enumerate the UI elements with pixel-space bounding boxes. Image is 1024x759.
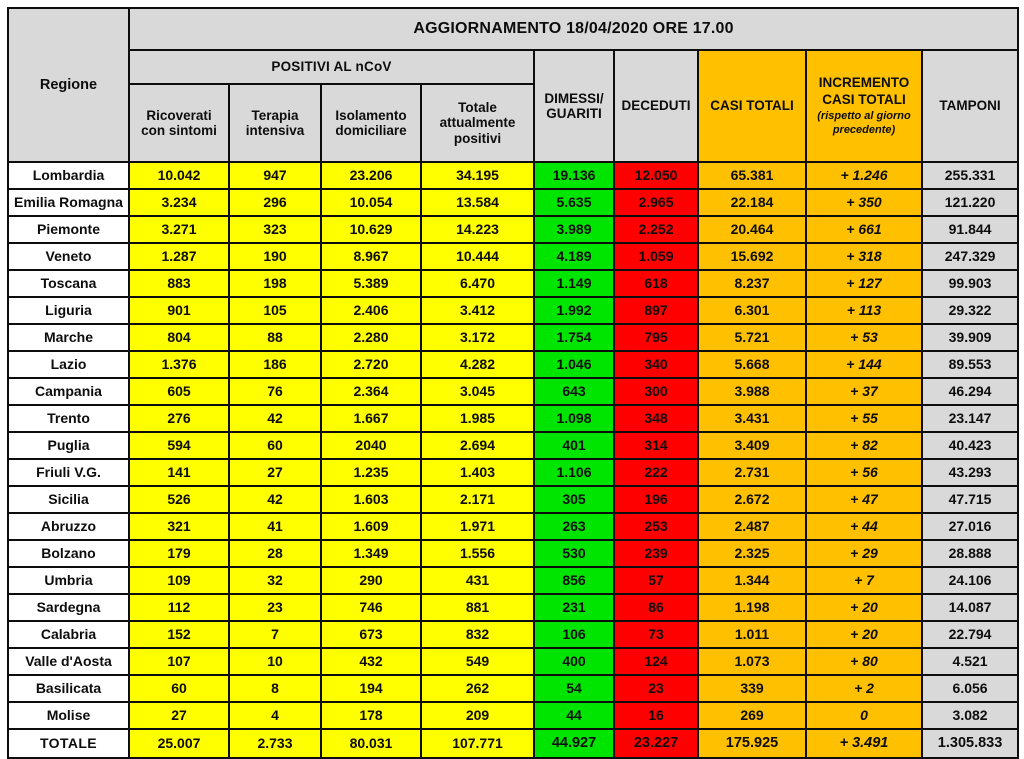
cell-incremento-casi-totali: + 29: [806, 540, 922, 567]
cell-incremento-casi-totali: 0: [806, 702, 922, 729]
header-incremento-note-line1: (rispetto al giorno: [817, 109, 911, 122]
cell-casi-totali: 1.073: [698, 648, 806, 675]
header-isolamento-line1: Isolamento: [335, 107, 407, 123]
cell-regione: Sardegna: [8, 594, 129, 621]
cell-ricoverati-con-sintomi: 901: [129, 297, 229, 324]
cell-incremento-casi-totali: + 127: [806, 270, 922, 297]
cell-regione: Campania: [8, 378, 129, 405]
cell-incremento-casi-totali: + 47: [806, 486, 922, 513]
header-deceduti: DECEDUTI: [614, 50, 698, 162]
cell-dimessi-guariti: 1.106: [534, 459, 614, 486]
cell-regione: Sicilia: [8, 486, 129, 513]
cell-ricoverati-con-sintomi: 526: [129, 486, 229, 513]
table-row: [8, 405, 1018, 432]
cell-terapia-intensiva: 28: [229, 540, 321, 567]
cell-casi-totali: 339: [698, 675, 806, 702]
table-row: [8, 621, 1018, 648]
cell-isolamento-domiciliare: 23.206: [321, 162, 421, 189]
table-row: [8, 243, 1018, 270]
cell-totale-attualmente-positivi: 3.172: [421, 324, 534, 351]
cell-isolamento-domiciliare: 178: [321, 702, 421, 729]
cell-deceduti: 12.050: [614, 162, 698, 189]
cell-casi-totali: 5.721: [698, 324, 806, 351]
cell-regione: Puglia: [8, 432, 129, 459]
cell-ricoverati-con-sintomi: 321: [129, 513, 229, 540]
cell-tamponi: 46.294: [922, 378, 1018, 405]
header-dimessi-line1: DIMESSI/: [544, 90, 604, 106]
cell-regione: Lazio: [8, 351, 129, 378]
header-dimessi-guariti: [534, 50, 614, 162]
cell-regione: Valle d'Aosta: [8, 648, 129, 675]
cell-totale-attualmente-positivi: 3.045: [421, 378, 534, 405]
cell-totale-attualmente-positivi: 10.444: [421, 243, 534, 270]
cell-ricoverati-con-sintomi: 1.287: [129, 243, 229, 270]
cell-totale-attualmente-positivi: 6.470: [421, 270, 534, 297]
cell-incremento-casi-totali: + 53: [806, 324, 922, 351]
table-row-total: [8, 729, 1018, 758]
cell-ricoverati-con-sintomi: 276: [129, 405, 229, 432]
cell-casi-totali: 2.731: [698, 459, 806, 486]
table-row: [8, 540, 1018, 567]
table-row: [8, 351, 1018, 378]
cell-terapia-intensiva: 88: [229, 324, 321, 351]
header-terapia-line1: Terapia: [251, 107, 299, 123]
table-row: [8, 459, 1018, 486]
cell-ricoverati-con-sintomi: 883: [129, 270, 229, 297]
cell-deceduti: 340: [614, 351, 698, 378]
cell-deceduti: 348: [614, 405, 698, 432]
cell-deceduti: 86: [614, 594, 698, 621]
header-regione: Regione: [8, 8, 129, 162]
cell-casi-totali: 22.184: [698, 189, 806, 216]
cell-ricoverati-con-sintomi: 141: [129, 459, 229, 486]
cell-tamponi: 40.423: [922, 432, 1018, 459]
cell-tamponi: 27.016: [922, 513, 1018, 540]
cell-isolamento-domiciliare: 1.609: [321, 513, 421, 540]
cell-isolamento-domiciliare: 432: [321, 648, 421, 675]
cell-terapia-intensiva: 186: [229, 351, 321, 378]
cell-regione: Molise: [8, 702, 129, 729]
cell-isolamento-domiciliare: 80.031: [321, 729, 421, 758]
table-row: [8, 513, 1018, 540]
header-totpos-line1: Totale: [458, 100, 497, 116]
cell-casi-totali: 2.672: [698, 486, 806, 513]
cell-tamponi: 28.888: [922, 540, 1018, 567]
cell-isolamento-domiciliare: 194: [321, 675, 421, 702]
cell-incremento-casi-totali: + 1.246: [806, 162, 922, 189]
cell-terapia-intensiva: 10: [229, 648, 321, 675]
cell-dimessi-guariti: 1.046: [534, 351, 614, 378]
cell-dimessi-guariti: 44.927: [534, 729, 614, 758]
header-group-positivi: POSITIVI AL nCoV: [129, 50, 534, 84]
header-row-group: [8, 50, 1018, 84]
cell-isolamento-domiciliare: 2.720: [321, 351, 421, 378]
cell-tamponi: 24.106: [922, 567, 1018, 594]
cell-totale-attualmente-positivi: 2.694: [421, 432, 534, 459]
cell-casi-totali: 6.301: [698, 297, 806, 324]
cell-regione: Bolzano: [8, 540, 129, 567]
cell-tamponi: 3.082: [922, 702, 1018, 729]
cell-incremento-casi-totali: + 20: [806, 621, 922, 648]
cell-dimessi-guariti: 1.754: [534, 324, 614, 351]
cell-totale-attualmente-positivi: 832: [421, 621, 534, 648]
spreadsheet-canvas: [0, 7, 1024, 752]
cell-dimessi-guariti: 1.098: [534, 405, 614, 432]
cell-tamponi: 4.521: [922, 648, 1018, 675]
cell-regione: Trento: [8, 405, 129, 432]
cell-incremento-casi-totali: + 44: [806, 513, 922, 540]
cell-ricoverati-con-sintomi: 594: [129, 432, 229, 459]
cell-deceduti: 196: [614, 486, 698, 513]
cell-ricoverati-con-sintomi: 152: [129, 621, 229, 648]
cell-totale-attualmente-positivi: 107.771: [421, 729, 534, 758]
cell-tamponi: 91.844: [922, 216, 1018, 243]
cell-totale-attualmente-positivi: 14.223: [421, 216, 534, 243]
cell-regione: TOTALE: [8, 729, 129, 758]
cell-ricoverati-con-sintomi: 1.376: [129, 351, 229, 378]
cell-isolamento-domiciliare: 1.603: [321, 486, 421, 513]
cell-tamponi: 47.715: [922, 486, 1018, 513]
cell-ricoverati-con-sintomi: 804: [129, 324, 229, 351]
cell-deceduti: 300: [614, 378, 698, 405]
cell-totale-attualmente-positivi: 1.556: [421, 540, 534, 567]
cell-terapia-intensiva: 42: [229, 486, 321, 513]
table-row: [8, 189, 1018, 216]
table-row: [8, 324, 1018, 351]
cell-regione: Veneto: [8, 243, 129, 270]
cell-terapia-intensiva: 2.733: [229, 729, 321, 758]
cell-isolamento-domiciliare: 290: [321, 567, 421, 594]
cell-totale-attualmente-positivi: 262: [421, 675, 534, 702]
cell-dimessi-guariti: 1.992: [534, 297, 614, 324]
header-isolamento-domiciliare: [321, 84, 421, 162]
cell-regione: Umbria: [8, 567, 129, 594]
header-incremento-casi-totali: [806, 50, 922, 162]
cell-dimessi-guariti: 19.136: [534, 162, 614, 189]
cell-terapia-intensiva: 8: [229, 675, 321, 702]
cell-totale-attualmente-positivi: 4.282: [421, 351, 534, 378]
cell-totale-attualmente-positivi: 34.195: [421, 162, 534, 189]
cell-incremento-casi-totali: + 82: [806, 432, 922, 459]
cell-casi-totali: 3.988: [698, 378, 806, 405]
cell-terapia-intensiva: 296: [229, 189, 321, 216]
cell-terapia-intensiva: 42: [229, 405, 321, 432]
cell-dimessi-guariti: 106: [534, 621, 614, 648]
cell-dimessi-guariti: 263: [534, 513, 614, 540]
cell-regione: Calabria: [8, 621, 129, 648]
cell-regione: Basilicata: [8, 675, 129, 702]
cell-ricoverati-con-sintomi: 3.234: [129, 189, 229, 216]
cell-incremento-casi-totali: + 350: [806, 189, 922, 216]
cell-terapia-intensiva: 4: [229, 702, 321, 729]
cell-casi-totali: 20.464: [698, 216, 806, 243]
cell-dimessi-guariti: 400: [534, 648, 614, 675]
header-ricoverati-line1: Ricoverati: [146, 107, 212, 123]
table-row: [8, 432, 1018, 459]
cell-isolamento-domiciliare: 673: [321, 621, 421, 648]
cell-deceduti: 2.252: [614, 216, 698, 243]
cell-terapia-intensiva: 947: [229, 162, 321, 189]
cell-tamponi: 22.794: [922, 621, 1018, 648]
cell-ricoverati-con-sintomi: 3.271: [129, 216, 229, 243]
cell-casi-totali: 175.925: [698, 729, 806, 758]
cell-terapia-intensiva: 198: [229, 270, 321, 297]
page-title: AGGIORNAMENTO 18/04/2020 ORE 17.00: [129, 8, 1018, 50]
cell-deceduti: 57: [614, 567, 698, 594]
table-row: [8, 594, 1018, 621]
cell-dimessi-guariti: 530: [534, 540, 614, 567]
cell-ricoverati-con-sintomi: 25.007: [129, 729, 229, 758]
cell-terapia-intensiva: 32: [229, 567, 321, 594]
header-totpos-line3: positivi: [453, 130, 502, 146]
cell-deceduti: 16: [614, 702, 698, 729]
cell-deceduti: 2.965: [614, 189, 698, 216]
cell-totale-attualmente-positivi: 1.403: [421, 459, 534, 486]
cell-dimessi-guariti: 54: [534, 675, 614, 702]
table-row: [8, 270, 1018, 297]
cell-dimessi-guariti: 4.189: [534, 243, 614, 270]
header-casi-totali: CASI TOTALI: [698, 50, 806, 162]
cell-casi-totali: 2.487: [698, 513, 806, 540]
table-row: [8, 702, 1018, 729]
cell-incremento-casi-totali: + 7: [806, 567, 922, 594]
cell-isolamento-domiciliare: 2.406: [321, 297, 421, 324]
cell-regione: Marche: [8, 324, 129, 351]
cell-dimessi-guariti: 3.989: [534, 216, 614, 243]
cell-terapia-intensiva: 23: [229, 594, 321, 621]
cell-dimessi-guariti: 856: [534, 567, 614, 594]
cell-tamponi: 89.553: [922, 351, 1018, 378]
cell-ricoverati-con-sintomi: 27: [129, 702, 229, 729]
cell-dimessi-guariti: 231: [534, 594, 614, 621]
cell-totale-attualmente-positivi: 2.171: [421, 486, 534, 513]
cell-terapia-intensiva: 60: [229, 432, 321, 459]
cell-terapia-intensiva: 41: [229, 513, 321, 540]
cell-regione: Toscana: [8, 270, 129, 297]
header-totale-attualmente-positivi: [421, 84, 534, 162]
table-row: [8, 378, 1018, 405]
table-row: [8, 162, 1018, 189]
cell-tamponi: 43.293: [922, 459, 1018, 486]
cell-ricoverati-con-sintomi: 60: [129, 675, 229, 702]
cell-casi-totali: 3.409: [698, 432, 806, 459]
cell-regione: Friuli V.G.: [8, 459, 129, 486]
header-ricoverati-con-sintomi: [129, 84, 229, 162]
cell-incremento-casi-totali: + 56: [806, 459, 922, 486]
cell-dimessi-guariti: 44: [534, 702, 614, 729]
cell-casi-totali: 8.237: [698, 270, 806, 297]
cell-isolamento-domiciliare: 10.629: [321, 216, 421, 243]
cell-casi-totali: 269: [698, 702, 806, 729]
cell-isolamento-domiciliare: 746: [321, 594, 421, 621]
cell-totale-attualmente-positivi: 13.584: [421, 189, 534, 216]
cell-tamponi: 29.322: [922, 297, 1018, 324]
cell-terapia-intensiva: 105: [229, 297, 321, 324]
table-row: [8, 648, 1018, 675]
header-totpos-line2: attualmente: [439, 115, 516, 131]
header-ricoverati-line2: con sintomi: [141, 123, 217, 138]
cell-deceduti: 795: [614, 324, 698, 351]
cell-casi-totali: 3.431: [698, 405, 806, 432]
header-isolamento-line2: domiciliare: [335, 123, 407, 138]
cell-totale-attualmente-positivi: 549: [421, 648, 534, 675]
cell-regione: Liguria: [8, 297, 129, 324]
cell-incremento-casi-totali: + 3.491: [806, 729, 922, 758]
cell-terapia-intensiva: 76: [229, 378, 321, 405]
cell-isolamento-domiciliare: 2040: [321, 432, 421, 459]
cell-tamponi: 99.903: [922, 270, 1018, 297]
cell-casi-totali: 1.198: [698, 594, 806, 621]
cell-isolamento-domiciliare: 10.054: [321, 189, 421, 216]
cell-totale-attualmente-positivi: 431: [421, 567, 534, 594]
cell-totale-attualmente-positivi: 3.412: [421, 297, 534, 324]
table-row: [8, 216, 1018, 243]
cell-isolamento-domiciliare: 8.967: [321, 243, 421, 270]
cell-deceduti: 897: [614, 297, 698, 324]
cell-tamponi: 121.220: [922, 189, 1018, 216]
cell-dimessi-guariti: 643: [534, 378, 614, 405]
cell-tamponi: 14.087: [922, 594, 1018, 621]
cell-tamponi: 247.329: [922, 243, 1018, 270]
cell-incremento-casi-totali: + 80: [806, 648, 922, 675]
cell-deceduti: 23.227: [614, 729, 698, 758]
cell-isolamento-domiciliare: 2.364: [321, 378, 421, 405]
cell-incremento-casi-totali: + 113: [806, 297, 922, 324]
cell-isolamento-domiciliare: 1.349: [321, 540, 421, 567]
header-terapia-intensiva: [229, 84, 321, 162]
cell-casi-totali: 65.381: [698, 162, 806, 189]
cell-isolamento-domiciliare: 1.667: [321, 405, 421, 432]
table-row: [8, 675, 1018, 702]
cell-regione: Lombardia: [8, 162, 129, 189]
cell-ricoverati-con-sintomi: 179: [129, 540, 229, 567]
cell-casi-totali: 5.668: [698, 351, 806, 378]
cell-deceduti: 73: [614, 621, 698, 648]
cell-casi-totali: 2.325: [698, 540, 806, 567]
table-body: [8, 162, 1018, 758]
cell-incremento-casi-totali: + 2: [806, 675, 922, 702]
cell-ricoverati-con-sintomi: 112: [129, 594, 229, 621]
cell-deceduti: 124: [614, 648, 698, 675]
cell-incremento-casi-totali: + 37: [806, 378, 922, 405]
cell-ricoverati-con-sintomi: 107: [129, 648, 229, 675]
header-terapia-line2: intensiva: [245, 123, 305, 138]
header-dimessi-line2: GUARITI: [546, 106, 602, 121]
cell-tamponi: 23.147: [922, 405, 1018, 432]
covid-regional-table: [7, 7, 1019, 759]
header-incremento-line1: INCREMENTO: [818, 74, 910, 90]
cell-dimessi-guariti: 305: [534, 486, 614, 513]
cell-terapia-intensiva: 7: [229, 621, 321, 648]
cell-totale-attualmente-positivi: 1.971: [421, 513, 534, 540]
cell-isolamento-domiciliare: 1.235: [321, 459, 421, 486]
cell-dimessi-guariti: 5.635: [534, 189, 614, 216]
cell-regione: Piemonte: [8, 216, 129, 243]
cell-casi-totali: 1.011: [698, 621, 806, 648]
cell-dimessi-guariti: 401: [534, 432, 614, 459]
cell-isolamento-domiciliare: 2.280: [321, 324, 421, 351]
cell-deceduti: 23: [614, 675, 698, 702]
cell-casi-totali: 1.344: [698, 567, 806, 594]
table-header: [8, 8, 1018, 162]
cell-regione: Emilia Romagna: [8, 189, 129, 216]
cell-deceduti: 1.059: [614, 243, 698, 270]
cell-ricoverati-con-sintomi: 10.042: [129, 162, 229, 189]
cell-ricoverati-con-sintomi: 109: [129, 567, 229, 594]
cell-ricoverati-con-sintomi: 605: [129, 378, 229, 405]
cell-incremento-casi-totali: + 144: [806, 351, 922, 378]
cell-regione: Abruzzo: [8, 513, 129, 540]
cell-tamponi: 39.909: [922, 324, 1018, 351]
table-row: [8, 567, 1018, 594]
cell-totale-attualmente-positivi: 881: [421, 594, 534, 621]
cell-totale-attualmente-positivi: 1.985: [421, 405, 534, 432]
cell-incremento-casi-totali: + 20: [806, 594, 922, 621]
cell-dimessi-guariti: 1.149: [534, 270, 614, 297]
cell-terapia-intensiva: 27: [229, 459, 321, 486]
cell-incremento-casi-totali: + 318: [806, 243, 922, 270]
header-tamponi: TAMPONI: [922, 50, 1018, 162]
cell-totale-attualmente-positivi: 209: [421, 702, 534, 729]
cell-deceduti: 253: [614, 513, 698, 540]
cell-deceduti: 618: [614, 270, 698, 297]
cell-isolamento-domiciliare: 5.389: [321, 270, 421, 297]
cell-incremento-casi-totali: + 55: [806, 405, 922, 432]
cell-deceduti: 222: [614, 459, 698, 486]
cell-tamponi: 1.305.833: [922, 729, 1018, 758]
table-row: [8, 486, 1018, 513]
cell-terapia-intensiva: 190: [229, 243, 321, 270]
cell-tamponi: 6.056: [922, 675, 1018, 702]
cell-deceduti: 239: [614, 540, 698, 567]
cell-terapia-intensiva: 323: [229, 216, 321, 243]
cell-tamponi: 255.331: [922, 162, 1018, 189]
cell-incremento-casi-totali: + 661: [806, 216, 922, 243]
table-row: [8, 297, 1018, 324]
cell-casi-totali: 15.692: [698, 243, 806, 270]
cell-deceduti: 314: [614, 432, 698, 459]
header-incremento-note-line2: precedente): [832, 123, 896, 136]
header-row-title: [8, 8, 1018, 50]
header-incremento-line2: CASI TOTALI: [822, 91, 906, 107]
